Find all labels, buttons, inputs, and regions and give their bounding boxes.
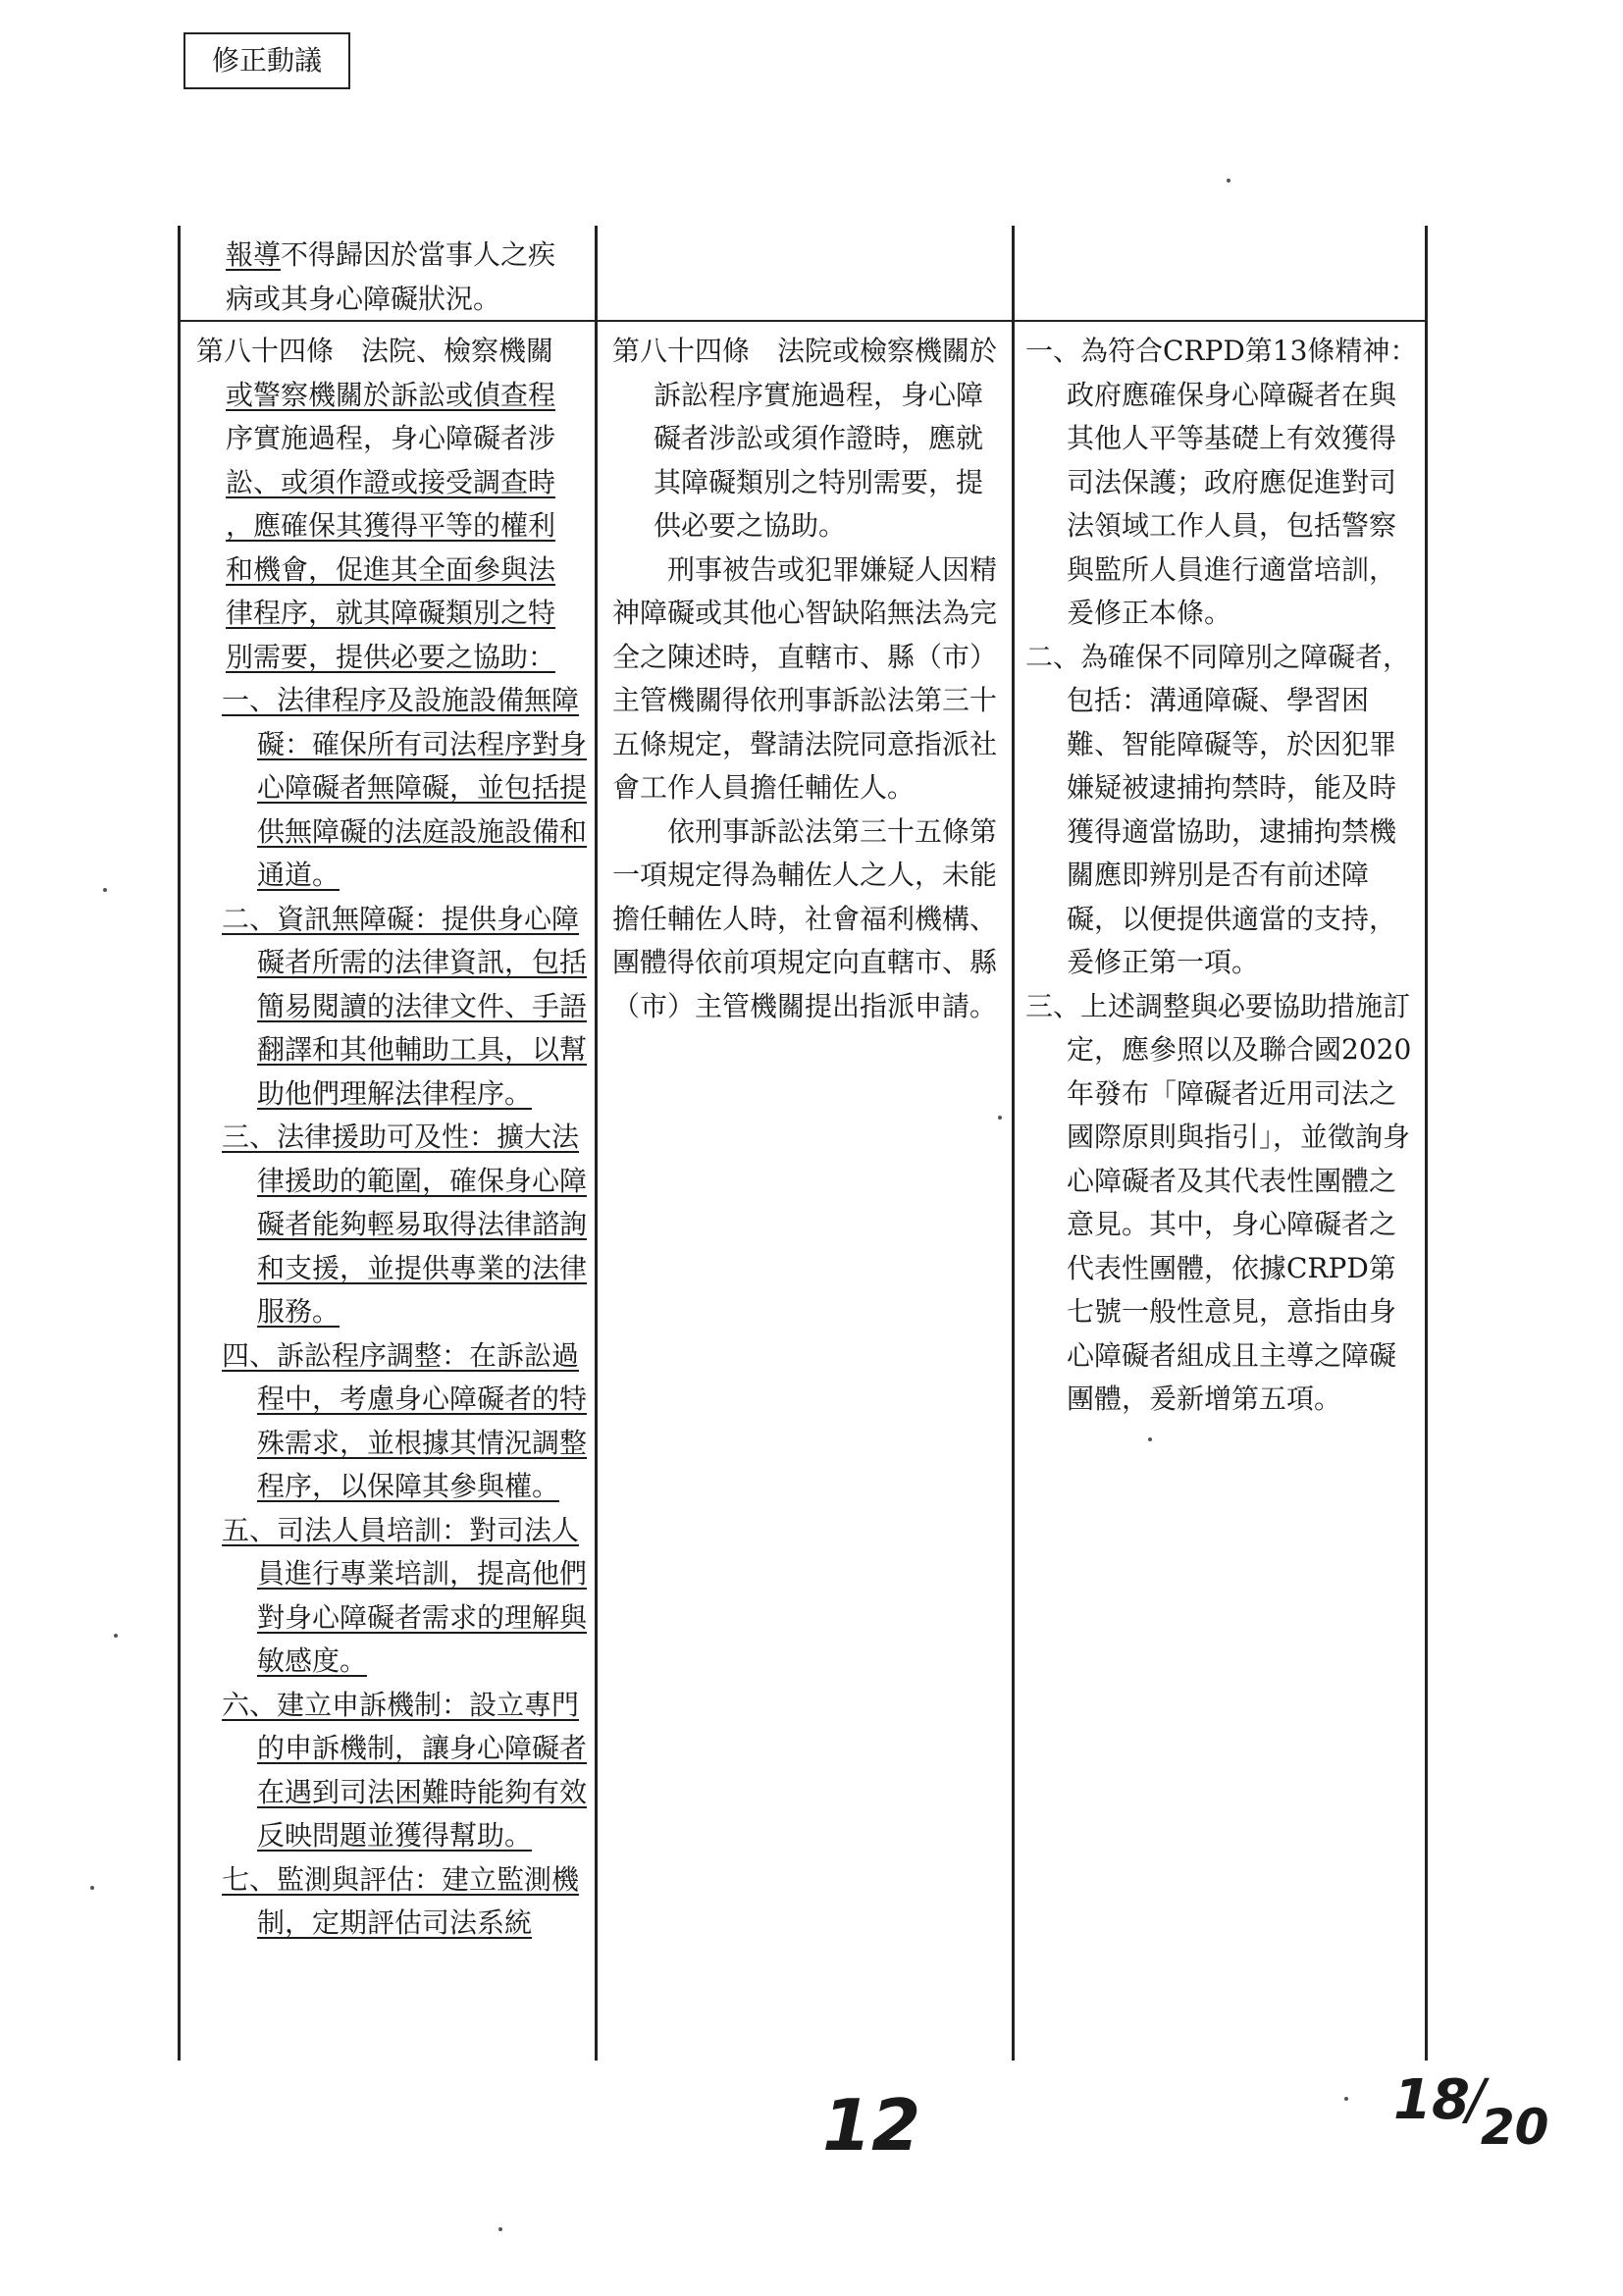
continuation-line-1 [226, 234, 587, 278]
current-paragraph-3: 依刑事訴訟法第三十五條第一項規定得為輔佐人之人，未能擔任輔佐人時，社會福利機構、團體得依前項規定向直轄市、縣（市）主管機關提出指派申請。 [612, 814, 998, 1022]
amended-article-cell [196, 330, 587, 1946]
amended-line-6: 和機會，促進其全面參與法 [226, 552, 556, 586]
scan-speck [114, 1634, 118, 1638]
continuation-underlined: 報導 [226, 238, 282, 271]
explanation-item-2: 二、為確保不同障別之障礙者，包括：溝通障礙、學習困難、智能障礙等，於因犯罪嫌疑被逮捕拘禁時，能及時獲得適當協助，逮捕拘禁機關應即辨別是否有前述障礙，以便提供適當的支持，爰修正第一項。 [1025, 640, 1411, 978]
page-number: 12 [822, 2084, 921, 2166]
table-left-border [178, 226, 181, 2061]
amended-line-8: 別需要，提供必要之協助： [226, 640, 556, 673]
continuation-text: 不得歸因於當事人之疾 [281, 238, 556, 271]
amended-item-4: 四、訴訟程序調整：在訴訟過程中，考慮身心障礙者的特殊需求，並根據其情況調整程序，以保障其參與權。 [222, 1338, 588, 1502]
amended-line-4: 訟、或須作證或接受調查時 [226, 465, 556, 498]
sheet-number [1393, 2068, 1549, 2156]
amended-line-2: 或警察機關於訴訟或偵查程 [226, 378, 556, 411]
amended-item-1: 一、法律程序及設施設備無障礙：確保所有司法程序對身心障礙者無障礙，並包括提供無障礙的法庭設施設備和通道。 [222, 684, 588, 891]
amended-item-2: 二、資訊無障礙：提供身心障礙者所需的法律資訊，包括簡易閱讀的法律文件、手語翻譯和其他輔助工具，以幫助他們理解法律程序。 [222, 902, 588, 1110]
scan-speck [1344, 2097, 1348, 2101]
amended-line-5: ，應確保其獲得平等的權利 [226, 509, 556, 542]
sheet-total: 20 [1480, 2099, 1549, 2156]
current-paragraph-2: 刑事被告或犯罪嫌疑人因精神障礙或其他心智缺陷無法為完全之陳述時，直轄市、縣（市）主管機關得依刑事訴訟法第三十五條規定，聲請法院同意指派社會工作人員擔任輔佐人。 [612, 552, 998, 804]
continuation-cell [226, 234, 587, 321]
column-divider-1 [595, 226, 598, 2061]
motion-tag: 修正動議 [183, 32, 350, 89]
scan-speck [90, 1886, 94, 1890]
amended-line-1: 第八十四條 法院、檢察機關 [196, 335, 554, 367]
explanation-item-3: 三、上述調整與必要協助措施訂定，應參照以及聯合國2020年發布「障礙者近用司法之國際原則與指引」，並徵詢身心障礙者及其代表性團體之意見。其中，身心障礙者之代表性團體，依據CRPD第七號一般性意見，意指由身心障礙者組成且主導之障礙團體，爰新增第五項。 [1025, 989, 1412, 1415]
amended-item-5: 五、司法人員培訓：對司法人員進行專業培訓，提高他們對身心障礙者需求的理解與敏感度。 [222, 1513, 588, 1677]
amended-line-3: 序實施過程，身心障礙者涉 [226, 422, 556, 454]
column-divider-2 [1012, 226, 1015, 2061]
sheet-index: 18 [1393, 2068, 1470, 2132]
sheet-slash: / [1465, 2068, 1485, 2132]
scan-speck [998, 1116, 1002, 1120]
explanation-cell [1025, 330, 1418, 1422]
explanation-item-1: 一、為符合CRPD第13條精神：政府應確保身心障礙者在與其他人平等基礎上有效獲得司法保護；政府應促進對司法領域工作人員，包括警察與監所人員進行適當培訓，爰修正本條。 [1025, 335, 1418, 629]
amended-item-7: 七、監測與評估：建立監測機制，定期評估司法系統 [222, 1862, 580, 1939]
table-right-border [1425, 226, 1428, 2061]
amended-line-7: 律程序，就其障礙類別之特 [226, 597, 556, 629]
amended-item-6: 六、建立申訴機制：設立專門的申訴機制，讓身心障礙者在遇到司法困難時能夠有效反映問題並獲得幫助。 [222, 1688, 588, 1852]
scan-speck [103, 888, 107, 892]
scan-speck [1148, 1437, 1152, 1441]
current-title-line: 第八十四條 法院或檢察機關於訴訟程序實施過程，身心障礙者涉訟或須作證時，應就其障礙類別之特別需要，提供必要之協助。 [612, 335, 998, 542]
scan-speck [1227, 179, 1230, 183]
amended-item-3: 三、法律援助可及性：擴大法律援助的範圍，確保身心障礙者能夠輕易取得法律諮詢和支援，並提供專業的法律服務。 [222, 1121, 588, 1328]
current-article-cell [612, 330, 1003, 1028]
scan-speck [498, 2227, 502, 2231]
continuation-line-2: 病或其身心障礙狀況。 [226, 282, 501, 315]
